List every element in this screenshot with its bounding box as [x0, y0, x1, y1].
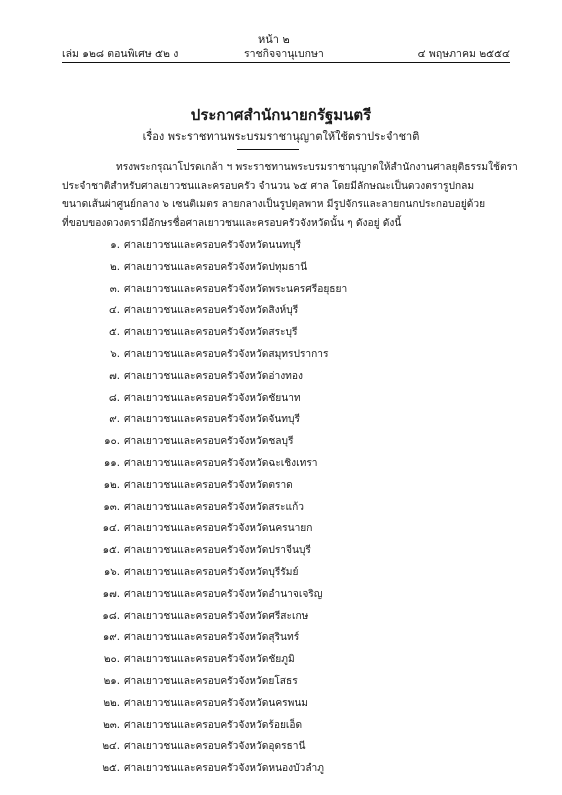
- announcement-title: ประกาศสำนักนายกรัฐมนตรี: [190, 106, 372, 124]
- list-item-number: ๓.: [109, 283, 120, 295]
- list-item-number: ๗.: [109, 370, 120, 382]
- list-item: [62, 758, 510, 780]
- list-item-court-name: ศาลเยาวชนและครอบครัวจังหวัดนครพนม: [124, 697, 309, 709]
- gazette-header: [62, 45, 510, 61]
- journal-name: ราชกิจจานุเบกษา: [244, 48, 324, 60]
- list-item-number: ๘.: [108, 392, 120, 404]
- list-item-number: ๔.: [109, 305, 120, 317]
- list-item: [62, 518, 510, 540]
- list-item-number: ๑๕.: [102, 545, 120, 557]
- list-item: [62, 497, 510, 519]
- list-item-number: ๒๑.: [103, 675, 120, 687]
- publication-date: ๔ พฤษภาคม ๒๕๕๔: [417, 48, 510, 60]
- list-item-number: ๑๘.: [102, 610, 120, 622]
- list-item-number: ๒๕.: [102, 763, 120, 775]
- list-item: [62, 715, 510, 737]
- list-item-court-name: ศาลเยาวชนและครอบครัวจังหวัดสุรินทร์: [124, 632, 300, 644]
- list-item: [62, 540, 510, 562]
- list-item-court-name: ศาลเยาวชนและครอบครัวจังหวัดชัยภูมิ: [124, 654, 295, 666]
- list-item-court-name: ศาลเยาวชนและครอบครัวจังหวัดชลบุรี: [124, 436, 294, 448]
- list-item-number: ๑๐.: [104, 436, 120, 448]
- list-item-court-name: ศาลเยาวชนและครอบครัวจังหวัดสระแก้ว: [124, 501, 304, 513]
- list-item: [62, 344, 510, 366]
- list-item-number: ๒๓.: [103, 719, 120, 731]
- list-item-number: ๕.: [109, 327, 120, 339]
- list-item-court-name: ศาลเยาวชนและครอบครัวจังหวัดบุรีรัมย์: [124, 566, 299, 578]
- list-item: [62, 322, 510, 344]
- list-item-court-name: ศาลเยาวชนและครอบครัวจังหวัดนนทบุรี: [124, 240, 301, 251]
- list-item: [62, 693, 510, 715]
- list-item: [62, 366, 510, 388]
- volume-issue: เล่ม ๑๒๘ ตอนพิเศษ ๕๒ ง: [62, 48, 179, 60]
- list-item: [62, 431, 510, 453]
- court-list: [62, 235, 510, 780]
- page-number: หน้า ๒: [258, 33, 290, 46]
- list-item-court-name: ศาลเยาวชนและครอบครัวจังหวัดอำนาจเจริญ: [124, 588, 323, 600]
- list-item: [62, 649, 510, 671]
- list-item-number: ๒๒.: [103, 697, 120, 709]
- list-item: [62, 388, 510, 410]
- list-item-number: ๑๓.: [103, 501, 120, 513]
- list-item: [62, 453, 510, 475]
- list-item-court-name: ศาลเยาวชนและครอบครัวจังหวัดนครนายก: [124, 523, 313, 535]
- paragraph-line: ที่ขอบของดวงตรามีอักษรชื่อศาลเยาวชนและครอบครัวจังหวัดนั้น ๆ ดังอยู่ ดังนี้: [62, 217, 402, 229]
- list-item-number: ๒๐.: [103, 654, 120, 666]
- list-item: [62, 671, 510, 693]
- list-item-number: ๑๖.: [103, 566, 120, 578]
- header-divider: [62, 62, 510, 63]
- list-item-court-name: ศาลเยาวชนและครอบครัวจังหวัดสมุทรปราการ: [124, 348, 329, 360]
- list-item-number: ๑๔.: [102, 523, 120, 535]
- list-item-court-name: ศาลเยาวชนและครอบครัวจังหวัดจันทบุรี: [124, 414, 300, 426]
- list-item-number: ๑๙.: [102, 632, 120, 644]
- list-item-court-name: ศาลเยาวชนและครอบครัวจังหวัดสระบุรี: [124, 327, 298, 339]
- list-item-number: ๑๑.: [103, 457, 120, 469]
- list-item-court-name: ศาลเยาวชนและครอบครัวจังหวัดยโสธร: [124, 675, 298, 687]
- announcement-subject: เรื่อง พระราชทานพระบรมราชานุญาตให้ใช้ตราประจำชาติ: [142, 130, 420, 143]
- list-item: [62, 279, 510, 301]
- list-item-court-name: ศาลเยาวชนและครอบครัวจังหวัดตราด: [124, 479, 293, 491]
- list-item: [62, 562, 510, 584]
- list-item-court-name: ศาลเยาวชนและครอบครัวจังหวัดอุดรธานี: [124, 741, 306, 753]
- body-paragraph: [62, 159, 518, 233]
- list-item-court-name: ศาลเยาวชนและครอบครัวจังหวัดฉะเชิงเทรา: [124, 457, 318, 469]
- list-item: [62, 409, 510, 431]
- list-item-number: ๒.: [110, 261, 120, 273]
- paragraph-line: ทรงพระกรุณาโปรดเกล้า ฯ พระราชทานพระบรมราชานุญาตให้สำนักงานศาลยุติธรรมใช้ตรา: [116, 162, 518, 173]
- list-item-court-name: ศาลเยาวชนและครอบครัวจังหวัดหนองบัวลำภู: [124, 763, 324, 775]
- list-item-court-name: ศาลเยาวชนและครอบครัวจังหวัดศรีสะเกษ: [124, 610, 309, 622]
- list-item-number: ๖.: [110, 348, 120, 360]
- paragraph-line: ขนาดเส้นผ่าศูนย์กลาง ๖ เซนติเมตร ลายกลางเป็นรูปตุลพาห มีรูปจักรและลายกนกประกอบอยู่ด้วย: [62, 199, 486, 211]
- list-item: [62, 606, 510, 628]
- list-item-court-name: ศาลเยาวชนและครอบครัวจังหวัดพระนครศรีอยุธยา: [124, 283, 348, 295]
- list-item-court-name: ศาลเยาวชนและครอบครัวจังหวัดชัยนาท: [124, 392, 301, 404]
- list-item: [62, 475, 510, 497]
- list-item: [62, 235, 510, 257]
- list-item-court-name: ศาลเยาวชนและครอบครัวจังหวัดปราจีนบุรี: [124, 545, 311, 557]
- list-item-number: ๙.: [109, 414, 120, 426]
- list-item-court-name: ศาลเยาวชนและครอบครัวจังหวัดปทุมธานี: [124, 261, 308, 273]
- list-item-number: ๑.: [110, 240, 120, 251]
- list-item-court-name: ศาลเยาวชนและครอบครัวจังหวัดอ่างทอง: [124, 370, 303, 382]
- paragraph-line: ประจำชาติสำหรับศาลเยาวชนและครอบครัว จำนวน ๖๕ ศาล โดยมีลักษณะเป็นดวงตรารูปกลม: [62, 180, 475, 192]
- title-divider: [237, 149, 299, 150]
- list-item-court-name: ศาลเยาวชนและครอบครัวจังหวัดร้อยเอ็ด: [124, 719, 303, 731]
- list-item: [62, 300, 510, 322]
- list-item-number: ๑๒.: [103, 479, 120, 491]
- list-item: [62, 257, 510, 279]
- list-item: [62, 627, 510, 649]
- list-item: [62, 736, 510, 758]
- list-item-number: ๑๗.: [102, 588, 120, 600]
- list-item-court-name: ศาลเยาวชนและครอบครัวจังหวัดสิงห์บุรี: [124, 305, 299, 317]
- list-item: [62, 584, 510, 606]
- list-item-number: ๒๔.: [102, 741, 120, 753]
